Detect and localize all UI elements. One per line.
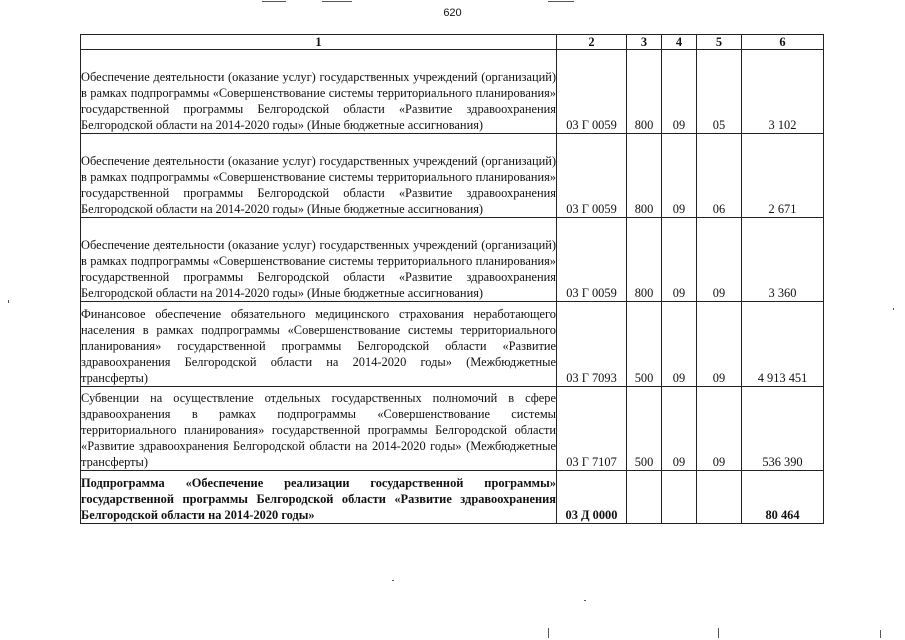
scan-speck bbox=[880, 630, 881, 638]
header-col-6: 6 bbox=[742, 35, 824, 50]
scan-speck bbox=[262, 1, 286, 2]
scan-speck bbox=[893, 308, 894, 310]
budget-table bbox=[80, 34, 824, 524]
subtotal-col3 bbox=[627, 471, 662, 524]
row-col4: 09 bbox=[662, 50, 697, 134]
row-col3: 800 bbox=[627, 218, 662, 302]
row-amount: 2 671 bbox=[742, 134, 824, 218]
header-col-1: 1 bbox=[81, 35, 557, 50]
subtotal-col5 bbox=[697, 471, 742, 524]
row-description: Обеспечение деятельности (оказание услуг) государственных учреждений (организаций) в рамках подпрограммы «Совершенствование системы территориального планирования» государственной программы Белгородской области «Развитие здравоохранения Белгородской области на 2014-2020 годы» (Иные бюджетные ассигнования) bbox=[81, 50, 557, 134]
header-col-2: 2 bbox=[557, 35, 627, 50]
subtotal-col4 bbox=[662, 471, 697, 524]
row-col3: 800 bbox=[627, 134, 662, 218]
subtotal-code: 03 Д 0000 bbox=[557, 471, 627, 524]
scan-speck bbox=[584, 600, 586, 601]
row-col4: 09 bbox=[662, 302, 697, 387]
row-description: Субвенции на осуществление отдельных государственных полномочий в сфере здравоохранения в рамках подпрограммы «Совершенствование системы территориального планирования» государственной программы Белгородской области «Развитие здравоохранения Белгородской области на 2014-2020 годы» (Межбюджетные трансферты) bbox=[81, 387, 557, 471]
row-col3: 500 bbox=[627, 387, 662, 471]
scan-speck bbox=[8, 300, 9, 303]
row-col4: 09 bbox=[662, 218, 697, 302]
row-col4: 09 bbox=[662, 134, 697, 218]
row-code: 03 Г 0059 bbox=[557, 218, 627, 302]
row-col3: 500 bbox=[627, 302, 662, 387]
scan-speck bbox=[718, 628, 719, 638]
row-amount: 4 913 451 bbox=[742, 302, 824, 387]
row-amount: 536 390 bbox=[742, 387, 824, 471]
scan-speck bbox=[392, 580, 394, 581]
scan-speck bbox=[548, 1, 574, 2]
scan-speck bbox=[548, 628, 549, 638]
table-row bbox=[81, 387, 824, 471]
row-code: 03 Г 0059 bbox=[557, 50, 627, 134]
row-description: Обеспечение деятельности (оказание услуг) государственных учреждений (организаций) в рамках подпрограммы «Совершенствование системы территориального планирования» государственной программы Белгородской области «Развитие здравоохранения Белгородской области на 2014-2020 годы» (Иные бюджетные ассигнования) bbox=[81, 218, 557, 302]
scan-speck bbox=[322, 1, 352, 2]
header-col-3: 3 bbox=[627, 35, 662, 50]
row-description: Финансовое обеспечение обязательного медицинского страхования неработающего населения в рамках подпрограммы «Совершенствование системы территориального планирования» государственной программы Белгородской области «Развитие здравоохранения Белгородской области на 2014-2020 годы» (Межбюджетные трансферты) bbox=[81, 302, 557, 387]
table-row bbox=[81, 134, 824, 218]
row-code: 03 Г 7093 bbox=[557, 302, 627, 387]
header-col-4: 4 bbox=[662, 35, 697, 50]
row-col5: 09 bbox=[697, 302, 742, 387]
row-col5: 05 bbox=[697, 50, 742, 134]
table-row bbox=[81, 302, 824, 387]
row-col4: 09 bbox=[662, 387, 697, 471]
row-col5: 06 bbox=[697, 134, 742, 218]
table-header-row bbox=[81, 35, 824, 50]
subtotal-amount: 80 464 bbox=[742, 471, 824, 524]
row-col3: 800 bbox=[627, 50, 662, 134]
row-description: Обеспечение деятельности (оказание услуг) государственных учреждений (организаций) в рамках подпрограммы «Совершенствование системы территориального планирования» государственной программы Белгородской области «Развитие здравоохранения Белгородской области на 2014-2020 годы» (Иные бюджетные ассигнования) bbox=[81, 134, 557, 218]
row-amount: 3 102 bbox=[742, 50, 824, 134]
row-amount: 3 360 bbox=[742, 218, 824, 302]
table-row bbox=[81, 50, 824, 134]
table-row bbox=[81, 218, 824, 302]
page-number: 620 bbox=[443, 7, 462, 19]
header-col-5: 5 bbox=[697, 35, 742, 50]
row-code: 03 Г 7107 bbox=[557, 387, 627, 471]
row-code: 03 Г 0059 bbox=[557, 134, 627, 218]
subtotal-description: Подпрограмма «Обеспечение реализации государственной программы» государственной программы Белгородской области «Развитие здравоохранения Белгородской области на 2014-2020 годы» bbox=[81, 471, 557, 524]
row-col5: 09 bbox=[697, 387, 742, 471]
row-col5: 09 bbox=[697, 218, 742, 302]
subtotal-row bbox=[81, 471, 824, 524]
